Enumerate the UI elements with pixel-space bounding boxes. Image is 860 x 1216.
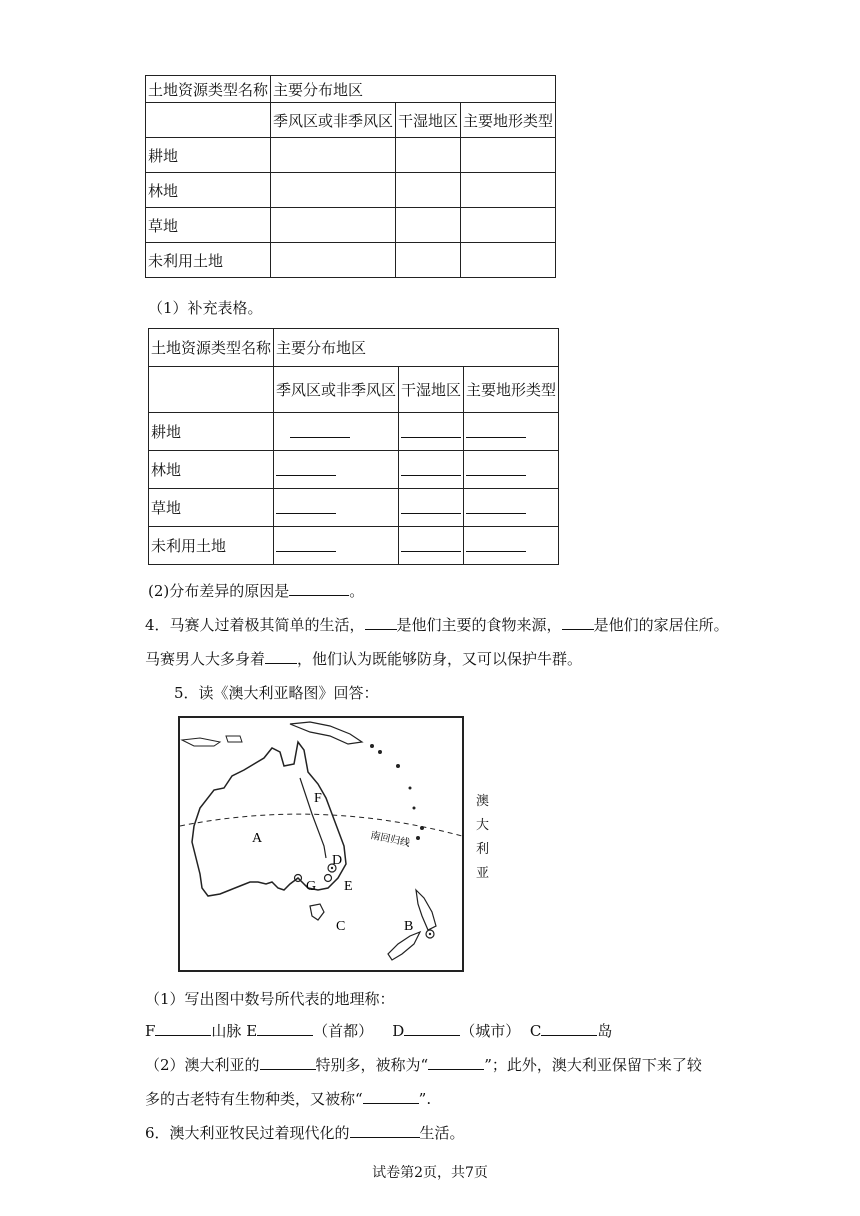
q5-2-text: 特别多，被称为“ — [315, 1056, 429, 1074]
answer-blank[interactable] — [401, 512, 461, 514]
answer-blank[interactable] — [365, 615, 397, 630]
answer-blank[interactable] — [265, 649, 297, 664]
new-guinea-outline — [290, 722, 362, 744]
label-e: E — [344, 879, 353, 894]
table-land-resources-1 — [145, 75, 556, 278]
answer-blank[interactable] — [401, 550, 461, 552]
answer-blank[interactable] — [350, 1123, 420, 1138]
q5-2-text: ”. — [418, 1090, 432, 1108]
answer-blank[interactable] — [562, 615, 594, 630]
answer-blank[interactable] — [290, 436, 350, 438]
label-c: C — [336, 919, 346, 934]
row-label: 林地 — [146, 173, 271, 208]
side-title-4: 亚 — [476, 866, 490, 881]
q6-text: 6．澳大利亚牧民过着现代化的 — [145, 1124, 350, 1142]
q4-text: 是他们主要的食物来源， — [396, 616, 562, 634]
australia-map-svg — [180, 718, 462, 970]
island-outline — [182, 738, 220, 746]
side-title-3: 利 — [476, 842, 490, 857]
q5-2-text: 多的古老特有生物种类，又被称“ — [145, 1090, 363, 1108]
island-outline — [226, 736, 242, 742]
australia-map — [178, 716, 464, 972]
header-region-cell: 主要分布地区 — [271, 76, 556, 103]
q4-text: 是他们的家居住所。 — [593, 616, 729, 634]
side-title-1: 澳 — [476, 794, 490, 809]
answer-blank[interactable] — [289, 581, 349, 596]
sub-terrain-cell: 主要地形类型 — [464, 367, 559, 413]
answer-blank[interactable] — [466, 474, 526, 476]
c-letter: C — [529, 1022, 542, 1040]
answer-blank[interactable] — [401, 474, 461, 476]
d-suffix: （城市） — [460, 1022, 521, 1040]
tropic-line — [180, 814, 462, 836]
q5-2-text: （2）澳大利亚的 — [145, 1056, 260, 1074]
q6-line — [145, 1122, 465, 1143]
island-dot — [378, 750, 382, 754]
city-marker-e — [325, 875, 332, 882]
sub-monsoon-cell: 季风区或非季风区 — [274, 367, 399, 413]
label-f: F — [314, 791, 322, 806]
answer-blank[interactable] — [428, 1055, 484, 1070]
island-dot — [396, 764, 400, 768]
side-title-2: 大 — [476, 818, 490, 833]
q1-label: （1）补充表格。 — [148, 299, 263, 317]
island-dot — [409, 787, 412, 790]
q5-1-answers — [145, 1020, 612, 1041]
q5-title: 5．读《澳大利亚略图》回答： — [174, 684, 379, 702]
q2-text: (2)分布差异的原因是 — [148, 582, 290, 600]
answer-blank[interactable] — [257, 1021, 313, 1036]
answer-blank[interactable] — [363, 1089, 419, 1104]
q2-period: 。 — [349, 582, 365, 600]
q4-text: 马赛男人大多身着 — [145, 650, 266, 668]
row-label: 耕地 — [149, 413, 274, 451]
answer-blank[interactable] — [541, 1021, 597, 1036]
australia-outline — [192, 742, 346, 896]
header-type-cell: 土地资源类型名称 — [149, 329, 274, 367]
new-zealand-north — [416, 890, 436, 930]
label-b: B — [404, 919, 414, 934]
sub-humidity-cell: 干湿地区 — [396, 103, 461, 138]
tasmania-outline — [310, 904, 324, 920]
q2-line — [148, 580, 364, 601]
row-label: 未利用土地 — [149, 527, 274, 565]
new-zealand-south — [388, 932, 420, 960]
header-region-cell: 主要分布地区 — [274, 329, 559, 367]
empty-cell — [146, 103, 271, 138]
e-letter: E — [246, 1022, 258, 1040]
q4-line-2 — [145, 648, 582, 669]
q5-2-line-1 — [145, 1054, 702, 1075]
island-dot — [370, 744, 374, 748]
header-type-cell: 土地资源类型名称 — [146, 76, 271, 103]
page-footer: 试卷第2页，共7页 — [372, 1165, 488, 1181]
sub-monsoon-cell: 季风区或非季风区 — [271, 103, 396, 138]
empty-cell — [149, 367, 274, 413]
q4-text: 4．马赛人过着极其简单的生活， — [145, 616, 365, 634]
label-tropic: 南回归线 — [369, 830, 411, 850]
row-label: 耕地 — [146, 138, 271, 173]
answer-blank[interactable] — [466, 512, 526, 514]
f-suffix: 山脉 — [211, 1022, 242, 1040]
answer-blank[interactable] — [466, 550, 526, 552]
q5-2-line-2 — [145, 1088, 431, 1109]
label-d: D — [332, 853, 343, 868]
answer-blank[interactable] — [155, 1021, 211, 1036]
f-letter: F — [145, 1022, 156, 1040]
island-dot — [413, 807, 416, 810]
answer-blank[interactable] — [404, 1021, 460, 1036]
answer-blank[interactable] — [276, 550, 336, 552]
sub-terrain-cell: 主要地形类型 — [461, 103, 556, 138]
table-land-resources-2 — [148, 328, 559, 565]
answer-blank[interactable] — [401, 436, 461, 438]
d-letter: D — [392, 1022, 405, 1040]
answer-blank[interactable] — [260, 1055, 316, 1070]
c-suffix: 岛 — [597, 1022, 613, 1040]
sub-humidity-cell: 干湿地区 — [399, 367, 464, 413]
row-label: 草地 — [146, 208, 271, 243]
e-suffix: （首都） — [313, 1022, 374, 1040]
answer-blank[interactable] — [276, 474, 336, 476]
q5-2-text: ”；此外，澳大利亚保留下来了较 — [484, 1056, 702, 1074]
q4-line-1 — [145, 614, 729, 635]
answer-blank[interactable] — [466, 436, 526, 438]
label-a: A — [252, 831, 263, 846]
q6-text: 生活。 — [419, 1124, 465, 1142]
q4-text: ，他们认为既能够防身，又可以保护牛群。 — [297, 650, 583, 668]
label-g: G — [306, 879, 317, 894]
answer-blank[interactable] — [276, 512, 336, 514]
q5-1-label: （1）写出图中数号所代表的地理称： — [145, 990, 395, 1008]
island-dot — [416, 836, 420, 840]
row-label: 未利用土地 — [146, 243, 271, 278]
row-label: 草地 — [149, 489, 274, 527]
row-label: 林地 — [149, 451, 274, 489]
